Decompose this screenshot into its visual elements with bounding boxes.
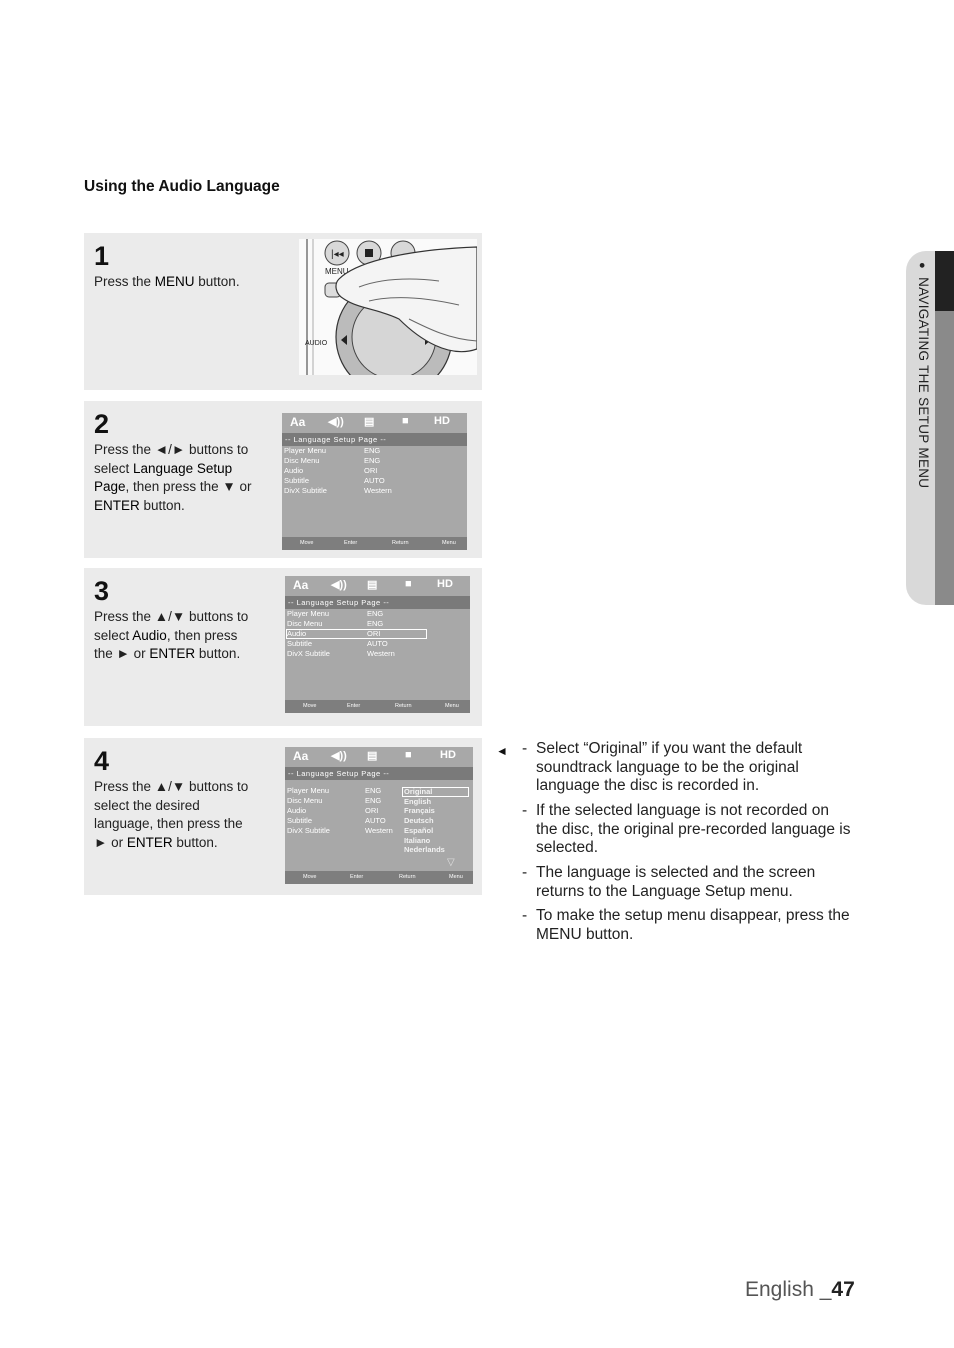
lock-icon: ■	[405, 578, 412, 590]
language-option[interactable]: Original	[404, 787, 433, 796]
osd-row-label: Disc Menu	[284, 456, 320, 465]
return-hint: Return	[392, 540, 409, 546]
osd-header: -- Language Setup Page --	[285, 767, 473, 780]
language-option[interactable]: Deutsch	[404, 816, 434, 826]
step-4	[84, 738, 482, 895]
osd-screen	[285, 747, 473, 884]
display-icon: ▤	[364, 416, 375, 428]
osd-footer	[282, 537, 467, 550]
language-list[interactable]	[404, 787, 445, 855]
remote-illustration	[299, 239, 477, 375]
osd-row-value: AUTO	[367, 639, 388, 648]
osd-row-value: ENG	[364, 456, 381, 465]
language-icon: Aa	[290, 415, 306, 429]
menu-hint: Menu	[449, 874, 463, 880]
side-tab-marker	[935, 251, 954, 311]
hd-icon: HD	[440, 749, 456, 761]
audio-icon: ◀))	[328, 416, 344, 428]
move-hint: Move	[303, 874, 317, 880]
osd-row-value: ORI	[365, 806, 379, 815]
return-hint: Return	[395, 703, 412, 709]
osd-row-label: Player Menu	[284, 446, 327, 455]
lock-icon: ■	[402, 415, 409, 427]
footer-language: English _	[745, 1278, 832, 1301]
side-tab-label-wrap	[911, 262, 933, 602]
osd-footer	[285, 700, 470, 713]
scroll-down-icon: ▽	[447, 857, 455, 868]
note-arrow-icon: ◄	[496, 744, 508, 758]
section-title: Using the Audio Language	[84, 178, 280, 195]
step-3	[84, 568, 482, 726]
language-option[interactable]: Nederlands	[404, 845, 445, 855]
osd-screen	[282, 413, 467, 550]
osd-row-label: Player Menu	[287, 609, 330, 618]
osd-row-value: Western	[365, 826, 393, 835]
osd-row-value: AUTO	[365, 816, 386, 825]
audio-icon: ◀))	[331, 750, 347, 762]
step-number: 2	[94, 409, 110, 439]
language-option[interactable]: Español	[404, 825, 434, 835]
osd-row-value: ENG	[365, 786, 382, 795]
svg-text:|◂◂: |◂◂	[331, 249, 344, 260]
step-number: 1	[94, 241, 110, 271]
page-footer	[745, 1278, 855, 1302]
menu-hint: Menu	[445, 703, 459, 709]
osd-row-value: AUTO	[364, 476, 385, 485]
svg-text:AUDIO: AUDIO	[305, 340, 328, 347]
osd-screen	[285, 576, 470, 713]
step-text: Press the MENU button.	[94, 274, 240, 289]
osd-icon-bar	[285, 747, 473, 767]
step-text: Press the ◄/► buttons to select Language Setup Page, then press the ▼ or ENTER button.	[94, 442, 252, 513]
language-icon: Aa	[293, 749, 309, 763]
osd-row-label: DivX Subtitle	[284, 486, 327, 495]
osd-row-label: Audio	[287, 629, 307, 638]
language-option[interactable]: English	[404, 796, 432, 806]
osd-row-value: ORI	[364, 466, 378, 475]
osd-icon-bar	[285, 576, 470, 596]
return-hint: Return	[399, 874, 416, 880]
language-option[interactable]: Français	[404, 806, 435, 816]
step-number: 4	[94, 746, 110, 776]
osd-row-label: Audio	[284, 466, 304, 475]
lock-icon: ■	[405, 749, 412, 761]
osd-row-value: Western	[367, 649, 395, 658]
hd-icon: HD	[437, 578, 453, 590]
remote-hand-illustration	[299, 239, 477, 375]
enter-hint: Enter	[350, 874, 364, 880]
osd-row-label: Subtitle	[287, 639, 313, 648]
page-number: 47	[831, 1278, 855, 1301]
osd-header: -- Language Setup Page --	[282, 433, 467, 446]
step-text: Press the ▲/▼ buttons to select Audio, then press the ► or ENTER button.	[94, 609, 249, 661]
svg-text:MENU: MENU	[325, 267, 349, 276]
move-hint: Move	[300, 540, 314, 546]
display-icon: ▤	[367, 579, 378, 591]
osd-row-value: ENG	[365, 796, 382, 805]
bullet-icon: ●	[916, 262, 928, 269]
osd-row-label: Player Menu	[287, 786, 330, 795]
osd-row-label: Subtitle	[284, 476, 310, 485]
osd-row-value: ENG	[364, 446, 381, 455]
osd-selection-highlight	[286, 629, 427, 639]
osd-row-label: Subtitle	[287, 816, 313, 825]
step-text: Press the ▲/▼ buttons to select the desired language, then press the ► or ENTER button.	[94, 779, 249, 850]
enter-hint: Enter	[344, 540, 358, 546]
osd-row-label: Disc Menu	[287, 619, 323, 628]
osd-icon-bar	[282, 413, 467, 433]
enter-hint: Enter	[347, 703, 361, 709]
osd-row-value: ENG	[367, 609, 384, 618]
osd-row-label: DivX Subtitle	[287, 649, 330, 658]
osd-row-label: Audio	[287, 806, 307, 815]
display-icon: ▤	[367, 750, 378, 762]
step-number: 3	[94, 576, 110, 606]
language-option[interactable]: Italiano	[404, 835, 431, 845]
move-hint: Move	[303, 703, 317, 709]
osd-row-value: ORI	[367, 629, 381, 638]
hd-icon: HD	[434, 415, 450, 427]
menu-hint: Menu	[442, 540, 456, 546]
osd-row-value: Western	[364, 486, 392, 495]
osd-header: -- Language Setup Page --	[285, 596, 470, 609]
audio-icon: ◀))	[331, 579, 347, 591]
osd-footer	[285, 871, 473, 884]
step-2	[84, 401, 482, 558]
side-tab-label: ● NAVIGATING THE SETUP MENU	[916, 262, 931, 489]
step-1	[84, 233, 482, 390]
osd-row-label: Disc Menu	[287, 796, 323, 805]
language-icon: Aa	[293, 578, 309, 592]
osd-row-value: ENG	[367, 619, 384, 628]
osd-row-label: DivX Subtitle	[287, 826, 330, 835]
